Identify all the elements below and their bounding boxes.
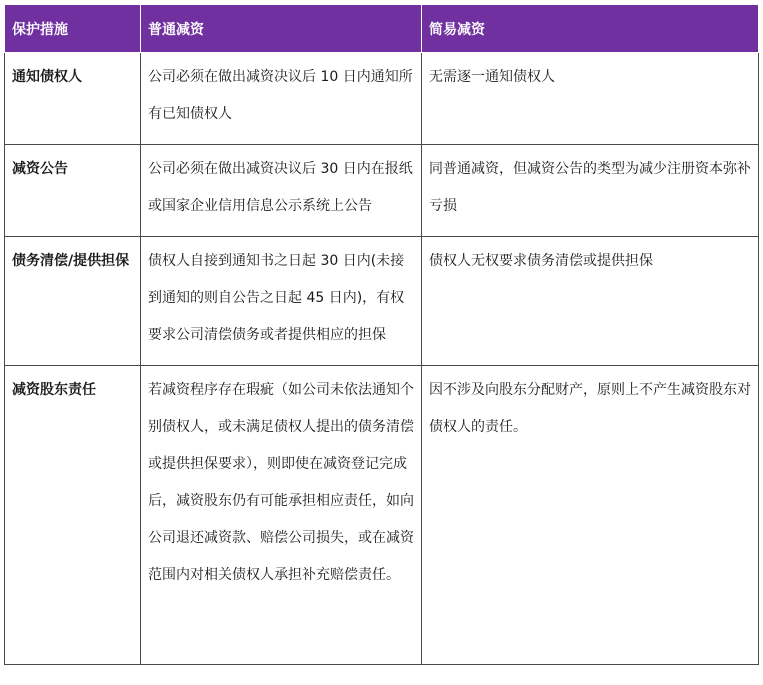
- header-simple-reduction: 简易减资: [422, 5, 759, 53]
- row-label: 减资股东责任: [5, 366, 141, 665]
- table-row: [5, 53, 759, 145]
- normal-reduction-cell: 公司必须在做出减资决议后 10 日内通知所有已知债权人: [141, 53, 422, 145]
- table-row: [5, 366, 759, 665]
- header-protection-measure: 保护措施: [5, 5, 141, 53]
- row-label: 债务清偿/提供担保: [5, 237, 141, 366]
- normal-reduction-cell: 公司必须在做出减资决议后 30 日内在报纸或国家企业信用信息公示系统上公告: [141, 145, 422, 237]
- simple-reduction-cell: 同普通减资，但减资公告的类型为减少注册资本弥补亏损: [422, 145, 759, 237]
- comparison-table-container: [4, 4, 758, 665]
- row-label: 通知债权人: [5, 53, 141, 145]
- simple-reduction-cell: 无需逐一通知债权人: [422, 53, 759, 145]
- table-row: [5, 237, 759, 366]
- normal-reduction-cell: 若减资程序存在瑕疵（如公司未依法通知个别债权人，或未满足债权人提出的债务清偿或提供担保要求），则即使在减资登记完成后，减资股东仍有可能承担相应责任，如向公司退还减资款、赔偿公司损失，或在减资范围内对相关债权人承担补充赔偿责任。: [141, 366, 422, 665]
- comparison-table: [4, 4, 759, 665]
- simple-reduction-cell: 因不涉及向股东分配财产，原则上不产生减资股东对债权人的责任。: [422, 366, 759, 665]
- simple-reduction-cell: 债权人无权要求债务清偿或提供担保: [422, 237, 759, 366]
- table-row: [5, 145, 759, 237]
- normal-reduction-cell: 债权人自接到通知书之日起 30 日内(未接到通知的则自公告之日起 45 日内)，有权要求公司清偿债务或者提供相应的担保: [141, 237, 422, 366]
- row-label: 减资公告: [5, 145, 141, 237]
- header-normal-reduction: 普通减资: [141, 5, 422, 53]
- table-header-row: [5, 5, 759, 53]
